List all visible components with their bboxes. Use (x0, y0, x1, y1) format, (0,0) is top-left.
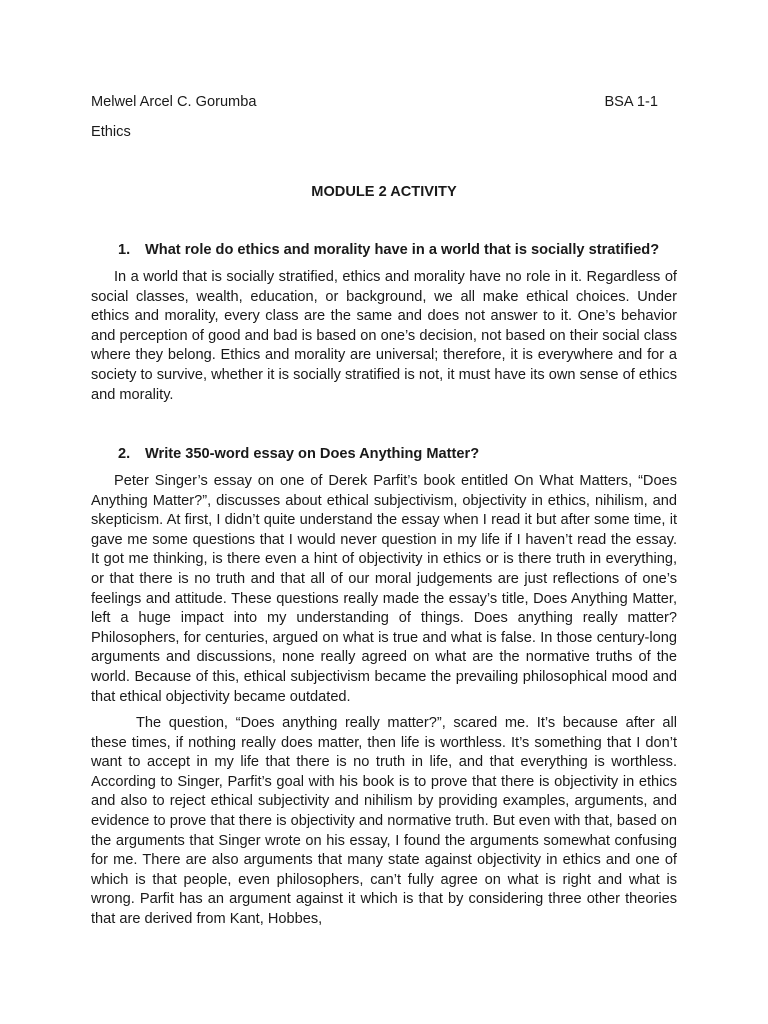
class-section: BSA 1-1 (604, 94, 658, 110)
question-2-text: Write 350-word essay on Does Anything Matter? (145, 446, 480, 462)
author-name: Melwel Arcel C. Gorumba (91, 94, 257, 110)
question-2 (91, 445, 668, 463)
question-1-text: What role do ethics and morality have in a world that is socially stratified? (145, 242, 660, 258)
answer-2-paragraph-2: The question, “Does anything really matter?”, scared me. It’s because after all these times, if nothing really does matter, then life is worthless. It’s something that I don’t want to accept in my life that there is no truth in life, and that everything is worthless. According to Singer, Parfit’s goal with his book is to prove that there is objectivity in ethics and also to reject ethical subjectivity and nihilism by providing examples, arguments, and evidence to prove that there is objectivity and normative truth. But even with that, based on the arguments that Singer wrote on his essay, I found the arguments somewhat confusing for me. There are also arguments that many state against objectivity in ethics and one of which is that people, even philosophers, can’t fully agree on what is right and what is wrong. Parfit has an argument against it which is that by considering three other theories that are derived from Kant, Hobbes, (91, 715, 677, 927)
question-1 (91, 241, 668, 259)
answer-1-paragraph: In a world that is socially stratified, ethics and morality have no role in it. Regardless of social classes, wealth, education, or background, we all make ethical choices. Under ethics and morality, every class are the same and does not answer to it. One’s behavior and perception of good and bad is based on one’s decision, not based on their social class where they belong. Ethics and morality are universal; therefore, it is everywhere and for a society to survive, whether it is socially stratified is not, it must have its own sense of ethics and morality. (91, 269, 677, 403)
header-row (91, 93, 658, 111)
subject-name: Ethics (91, 124, 131, 140)
answer-2-paragraph-1: Peter Singer’s essay on one of Derek Parfit’s book entitled On What Matters, “Does Anything Matter?”, discusses about ethical subjectivism, objectivity in ethics, nihilism, and skepticism. At first, I didn’t quite understand the essay when I read it but after some time, it gave me some questions that I would never question in my life if I haven’t read the essay. It got me thinking, is there even a hint of objectivity in ethics or is there truth in everything, or that there is no truth and that all of our moral judgements are just reflections of one’s feelings and attitude. These questions really made the essay’s title, Does Anything Matter, left a huge impact into my understanding of things. Does anything really matter? Philosophers, for centuries, argued on what is true and what is false. In those century-long arguments and discussions, none really agreed on what are the normative truths of the world. Because of this, ethical subjectivism became the prevailing philosophical mood and that ethical objectivity became outdated. (91, 473, 677, 705)
question-1-number: 1. (118, 242, 131, 258)
module-title: MODULE 2 ACTIVITY (311, 184, 457, 200)
question-2-number: 2. (118, 446, 131, 462)
